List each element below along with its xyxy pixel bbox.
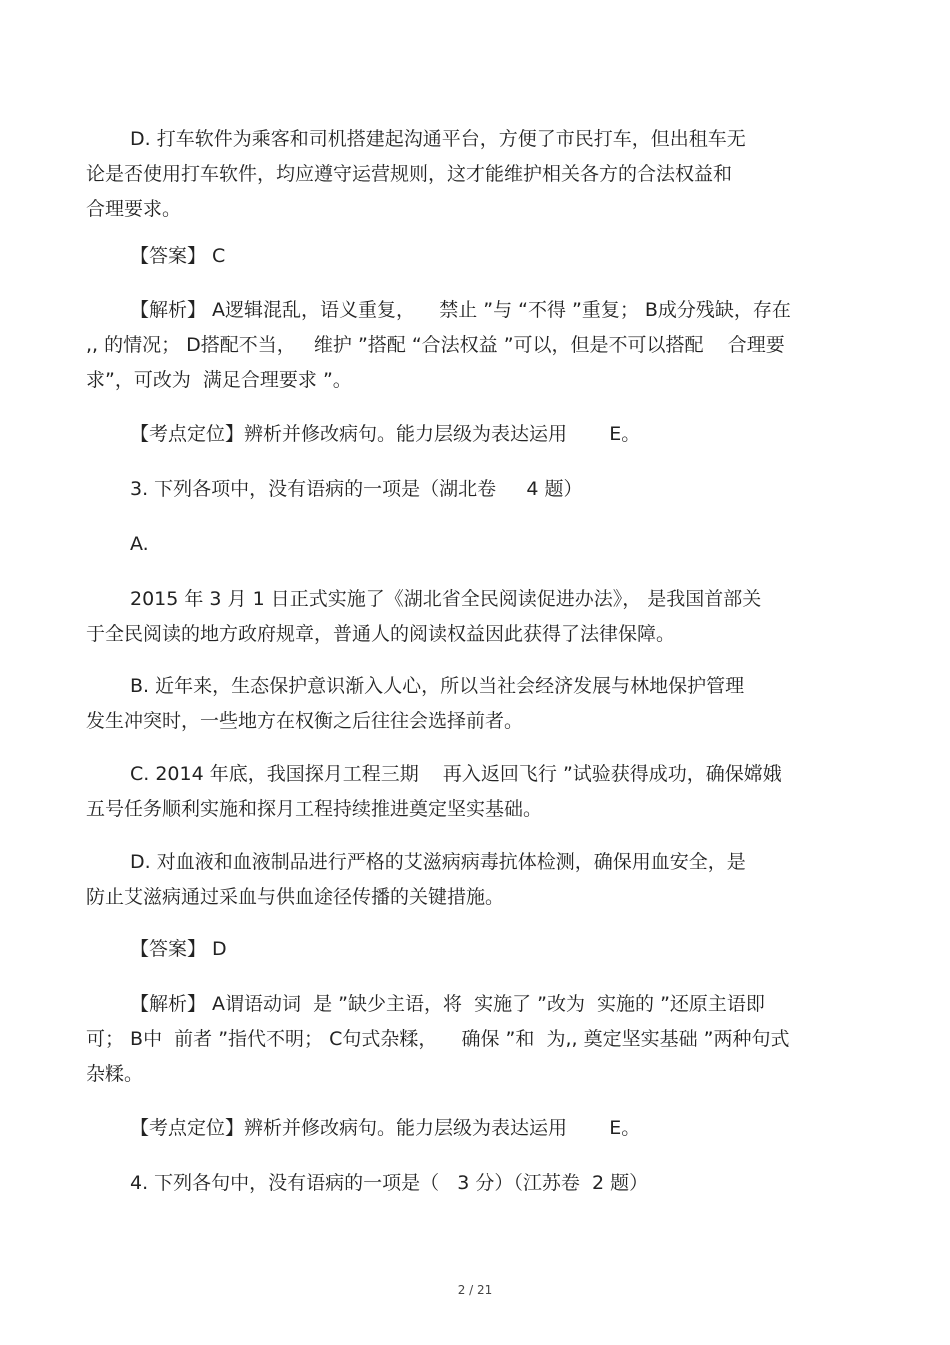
text-line: 求”，可改为 满足合理要求 ”。: [86, 369, 352, 391]
location-q3: [86, 1111, 856, 1146]
text-line: 【考点定位】辨析并修改病句。能力层级为表达运用 E。: [130, 423, 641, 445]
option-d-q3: [86, 845, 856, 915]
option-a-q3: [86, 582, 856, 652]
text-line: 2015 年 3 月 1 日正式实施了《湖北省全民阅读促进办法》， 是我国首部关: [130, 588, 762, 610]
option-a-label-q3: [86, 527, 856, 562]
text-line: 五号任务顺利实施和探月工程持续推进奠定坚实基础。: [86, 798, 543, 820]
text-line: ,, 的情况； D搭配不当， 维护 ”搭配 “合法权益 ”可以，但是不可以搭配 合理要: [86, 334, 785, 356]
text-line: A.: [130, 533, 149, 555]
answer-q3: [86, 932, 856, 967]
option-d-q2: [86, 122, 856, 227]
text-line: B. 近年来，生态保护意识渐入人心，所以当社会经济发展与林地保护管理: [130, 675, 745, 697]
question-3: [86, 472, 856, 507]
text-line: 发生冲突时，一些地方在权衡之后往往会选择前者。: [86, 710, 524, 732]
text-line: 于全民阅读的地方政府规章，普通人的阅读权益因此获得了法律保障。: [86, 623, 676, 645]
page-number: 2 / 21: [457, 1283, 493, 1297]
text-line: D. 打车软件为乘客和司机搭建起沟通平台，方便了市民打车，但出租车无: [130, 128, 746, 150]
analysis-q3: [86, 987, 856, 1092]
text-line: 【解析】 A谓语动词 是 ”缺少主语，将 实施了 ”改为 实施的 ”还原主语即: [130, 993, 765, 1015]
text-line: 4. 下列各句中，没有语病的一项是（ 3 分）（江苏卷 2 题）: [130, 1172, 649, 1194]
question-4: [86, 1166, 856, 1201]
text-line: D. 对血液和血液制品进行严格的艾滋病病毒抗体检测，确保用血安全，是: [130, 851, 746, 873]
location-q2: [86, 417, 856, 452]
analysis-q2: [86, 293, 856, 398]
text-line: 可； B中 前者 ”指代不明； C句式杂糅， 确保 ”和 为,, 奠定坚实基础 ”两种句式: [86, 1028, 790, 1050]
text-line: 3. 下列各项中，没有语病的一项是（湖北卷 4 题）: [130, 478, 583, 500]
text-line: 论是否使用打车软件，均应遵守运营规则，这才能维护相关各方的合法权益和: [86, 163, 733, 185]
option-b-q3: [86, 669, 856, 739]
option-c-q3: [86, 757, 856, 827]
text-line: 防止艾滋病通过采血与供血途径传播的关键措施。: [86, 886, 505, 908]
text-line: C. 2014 年底，我国探月工程三期 再入返回飞行 ”试验获得成功，确保嫦娥: [130, 763, 782, 785]
text-line: 杂糅。: [86, 1063, 144, 1085]
text-line: 合理要求。: [86, 198, 182, 220]
text-line: 【答案】 D: [130, 938, 227, 960]
text-line: 【解析】 A逻辑混乱，语义重复， 禁止 ”与 “不得 ”重复； B成分残缺，存在: [130, 299, 791, 321]
answer-q2: [86, 239, 856, 274]
text-line: 【考点定位】辨析并修改病句。能力层级为表达运用 E。: [130, 1117, 641, 1139]
text-line: 【答案】 C: [130, 245, 226, 267]
